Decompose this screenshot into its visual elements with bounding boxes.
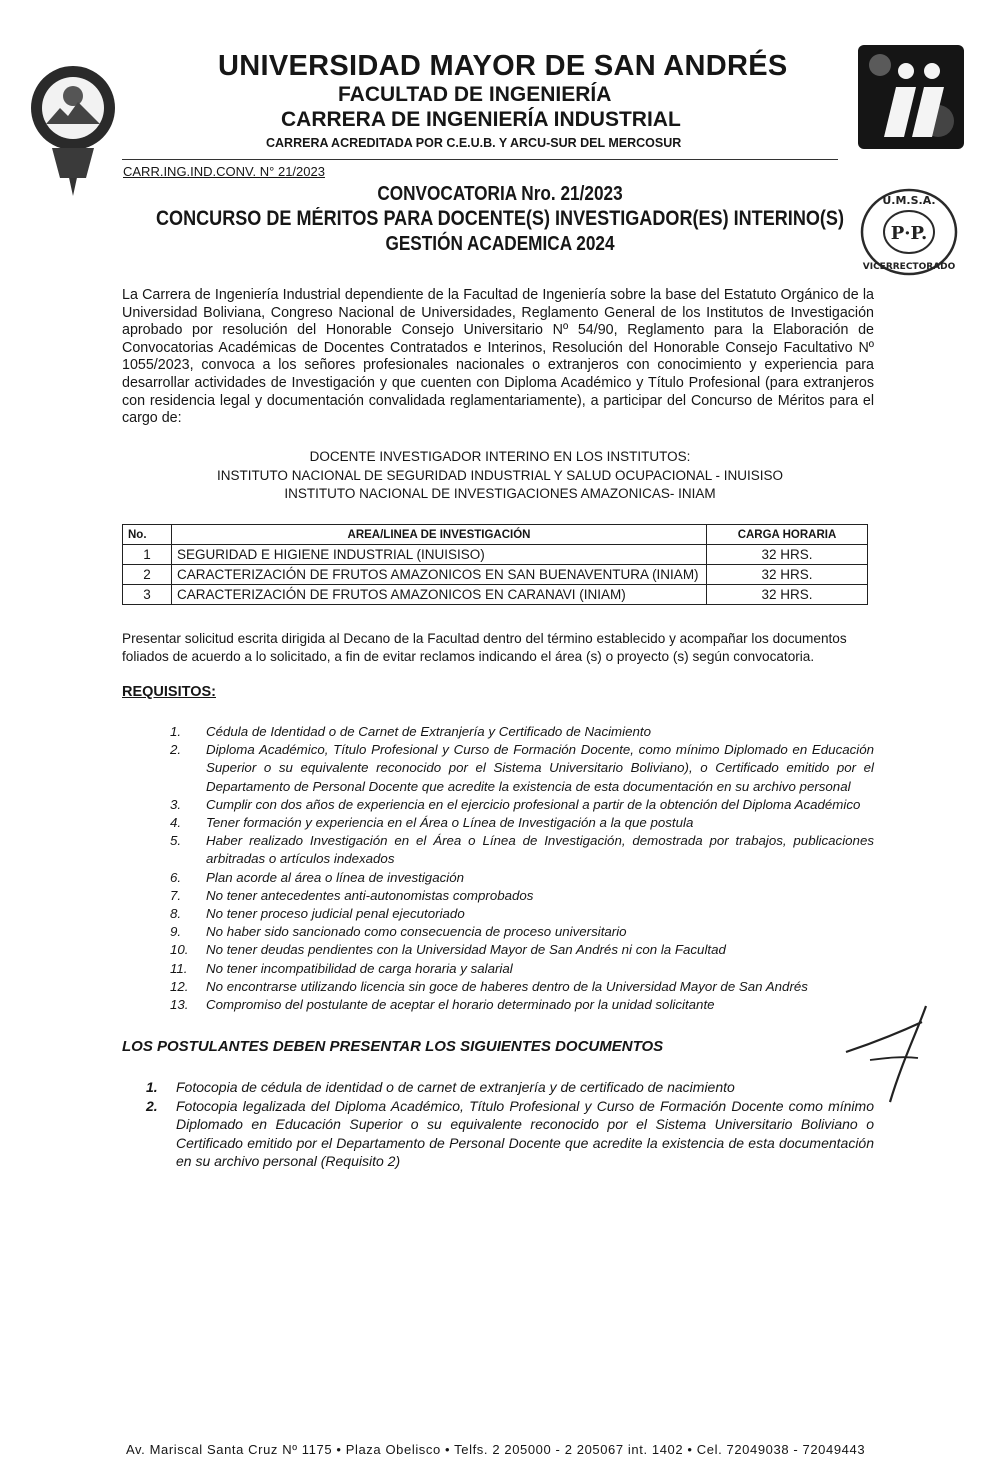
list-item (146, 1097, 874, 1171)
item-text: Diploma Académico, Título Profesional y Curso de Formación Docente, como mínimo Diplomado en Educación Superior o su equivalente reconocido por el Sistema Universitario Boliviano), o Certificado emitido por el Departamento de Personal Docente que acredite la existencia de esta documentación en su archivo personal (206, 742, 874, 794)
cargo-line-2: INSTITUTO NACIONAL DE SEGURIDAD INDUSTRIAL Y SALUD OCUPACIONAL - INUISISO (216, 468, 784, 483)
list-item (170, 960, 874, 978)
row-load: 32 HRS. (707, 585, 868, 605)
item-text: Fotocopia legalizada del Diploma Académico, Título Profesional y Curso de Formación Docente como mínimo Diplomado en Educación Superior o su equivalente reconocido por el Sistema Universitario Boliviano o Certificado emitido por el Departamento de Personal Docente que acredite la existencia de esta documentación en su archivo personal (Requisito 2) (176, 1097, 874, 1169)
item-number: 1. (146, 1079, 158, 1095)
list-item (170, 941, 874, 959)
list-item (170, 796, 874, 814)
header-load: CARGA HORARIA (707, 525, 868, 545)
areas-table (122, 524, 868, 605)
item-number: 2. (146, 1097, 158, 1114)
item-number: 7. (170, 887, 182, 903)
faculty-name: FACULTAD DE INGENIERÍA (338, 83, 612, 106)
item-text: Tener formación y experiencia en el Área o Línea de Investigación a la que postula (206, 815, 694, 831)
convocatoria-subtitle: CONCURSO DE MÉRITOS PARA DOCENTE(S) INVESTIGADOR(ES) INTERINO(S) (156, 207, 844, 230)
career-name: CARRERA DE INGENIERÍA INDUSTRIAL (281, 108, 681, 131)
header-no: No. (123, 525, 172, 545)
item-text: No tener antecedentes anti-autonomistas comprobados (206, 887, 534, 903)
svg-text:U.M.S.A.: U.M.S.A. (882, 194, 936, 207)
row-no: 3 (123, 585, 172, 605)
list-item (170, 723, 874, 741)
row-no: 2 (123, 565, 172, 585)
item-number: 11. (170, 960, 188, 976)
list-item (170, 996, 874, 1014)
header-area: AREA/LINEA DE INVESTIGACIÓN (172, 525, 707, 545)
item-text: Cumplir con dos años de experiencia en el ejercicio profesional a partir de la obtención del Diploma Académico (206, 796, 861, 812)
item-number: 10. (170, 942, 189, 958)
cargo-line-1: DOCENTE INVESTIGADOR INTERINO EN LOS INSTITUTOS: (309, 449, 691, 464)
svg-text:P·P.: P·P. (890, 223, 928, 244)
accreditation-line: CARRERA ACREDITADA POR C.E.U.B. Y ARCU-SUR DEL MERCOSUR (266, 136, 682, 150)
item-number: 8. (170, 906, 182, 922)
row-area: CARACTERIZACIÓN DE FRUTOS AMAZONICOS EN SAN BUENAVENTURA (INIAM) (172, 565, 707, 585)
list-item (146, 1078, 874, 1097)
svg-text:VICERRECTORADO: VICERRECTORADO (862, 262, 956, 272)
item-number: 6. (170, 869, 182, 885)
header-divider (122, 159, 838, 160)
intro-paragraph: La Carrera de Ingeniería Industrial dependiente de la Facultad de Ingeniería sobre la base del Estatuto Orgánico de la Universidad Boliviana, Congreso Nacional de Universidades, Reglamento General de los Institutos de Investigación aprobado por resolución del Honorable Consejo Universitario Nº 54/90, Reglamento para la Elaboración de Convocatorias Académicas de Docentes Contratados e Interinos, Resolución del Honorable Consejo Facultativo Nº 1055/2023, convoca a los señores profesionales nacionales o extranjeros con conocimiento y experiencia para desarrollar actividades de Investigación y que cuenten con Diploma Académico y Título Profesional (para extranjeros con residencia legal y documentación convalidada reglamentariamente), a participar del Concurso de Méritos para el cargo de: (122, 287, 874, 427)
list-item (170, 832, 874, 868)
list-item (170, 905, 874, 923)
presentation-paragraph: Presentar solicitud escrita dirigida al Decano de la Facultad dentro del término establecido y acompañar los documentos foliados de acuerdo a lo solicitado, a fin de evitar reclamos indicando el área (s) o proyecto (s) según convocatoria. (122, 631, 847, 664)
item-text: Fotocopia de cédula de identidad o de carnet de extranjería y de certificado de nacimiento (176, 1079, 735, 1095)
convocatoria-gestion: GESTIÓN ACADEMICA 2024 (385, 233, 615, 255)
table-header-row (123, 525, 868, 545)
reference-number: CARR.ING.IND.CONV. N° 21/2023 (123, 164, 325, 179)
item-number: 9. (170, 924, 182, 940)
convocatoria-title: CONVOCATORIA Nro. 21/2023 (377, 183, 623, 205)
item-number: 4. (170, 815, 182, 831)
row-load: 32 HRS. (707, 545, 868, 565)
university-seal (28, 38, 118, 198)
row-load: 32 HRS. (707, 565, 868, 585)
item-number: 5. (170, 833, 182, 849)
item-text: No haber sido sancionado como consecuencia de proceso universitario (206, 924, 627, 940)
documentos-heading: LOS POSTULANTES DEBEN PRESENTAR LOS SIGUIENTES DOCUMENTOS (122, 1038, 664, 1055)
list-item (170, 741, 874, 796)
item-text: Cédula de Identidad o de Carnet de Extranjería y Certificado de Nacimiento (206, 724, 651, 739)
item-number: 13. (170, 997, 189, 1013)
cargo-line-3: INSTITUTO NACIONAL DE INVESTIGACIONES AMAZONICAS- INIAM (284, 486, 716, 501)
requisitos-list (170, 723, 874, 1014)
list-item (170, 814, 874, 832)
list-item (170, 869, 874, 887)
table-row (123, 565, 868, 585)
list-item (170, 923, 874, 941)
table-row (123, 585, 868, 605)
item-text: No tener deudas pendientes con la Universidad Mayor de San Andrés ni con la Facultad (206, 942, 726, 958)
documentos-list (146, 1078, 874, 1171)
item-text: Compromiso del postulante de aceptar el horario determinado por la unidad solicitante (206, 997, 715, 1013)
item-number: 12. (170, 978, 189, 994)
item-number: 2. (170, 742, 182, 758)
row-no: 1 (123, 545, 172, 565)
university-name: UNIVERSIDAD MAYOR DE SAN ANDRÉS (218, 50, 788, 82)
item-number: 3. (170, 796, 182, 812)
row-area: CARACTERIZACIÓN DE FRUTOS AMAZONICOS EN CARANAVI (INIAM) (172, 585, 707, 605)
table-row (123, 545, 868, 565)
requisitos-heading: REQUISITOS: (122, 684, 216, 700)
item-text: No encontrarse utilizando licencia sin goce de haberes dentro de la Universidad Mayor de San Andrés (206, 978, 808, 994)
list-item (170, 887, 874, 905)
item-text: No tener incompatibilidad de carga horaria y salarial (206, 960, 513, 976)
row-area: SEGURIDAD E HIGIENE INDUSTRIAL (INUISISO) (172, 545, 707, 565)
list-item (170, 978, 874, 996)
item-text: Plan acorde al área o línea de investigación (206, 869, 464, 885)
item-text: Haber realizado Investigación en el Área o Línea de Investigación, demostrada por trabajos, publicaciones arbitradas o artículos indexados (206, 833, 874, 867)
career-logo (858, 45, 964, 149)
footer-address: Av. Mariscal Santa Cruz Nº 1175 • Plaza Obelisco • Telfs. 2 205000 - 2 205067 int. 1402 • Cel. 72049038 - 72049443 (126, 1442, 866, 1457)
item-number: 1. (170, 724, 182, 739)
item-text: No tener proceso judicial penal ejecutoriado (206, 906, 465, 922)
